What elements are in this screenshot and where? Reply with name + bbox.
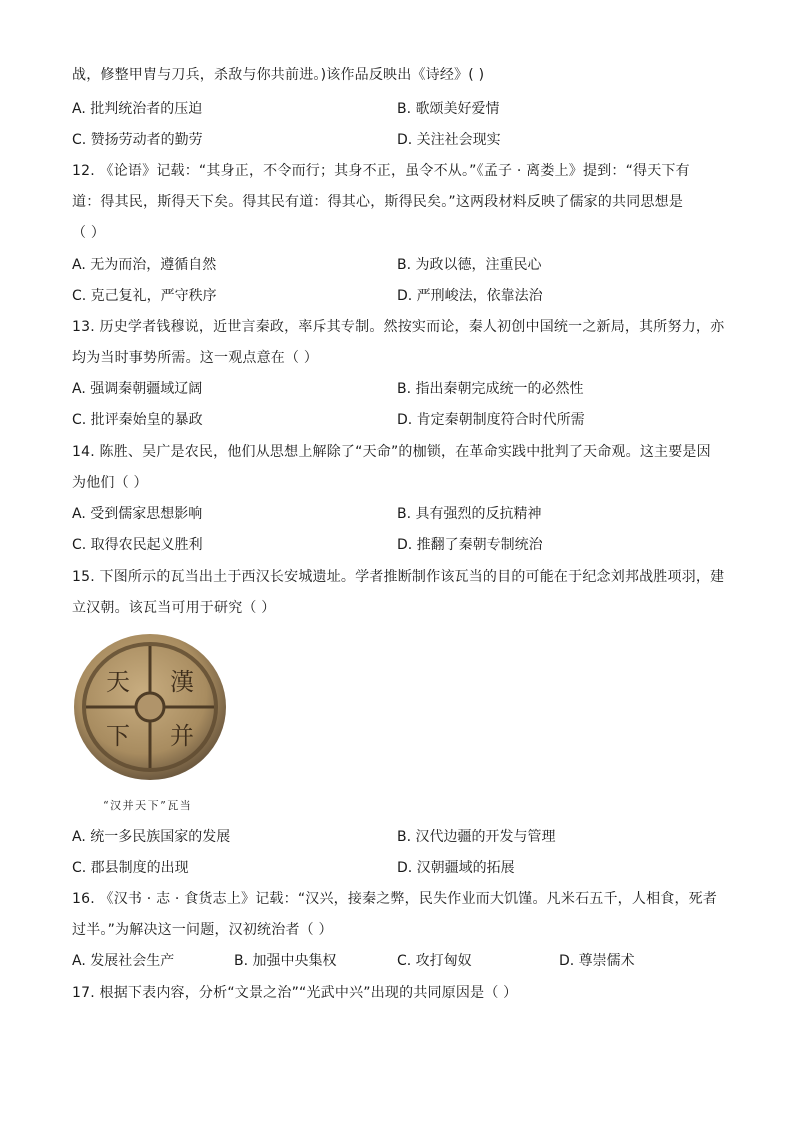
q13-option-a: A. 强调秦朝疆域辽阔	[72, 381, 203, 397]
q13-option-d: D. 肯定秦朝制度符合时代所需	[397, 412, 585, 428]
q16-stem-line-2: 过半。”为解决这一问题，汉初统治者（ ）	[72, 922, 333, 938]
q12-stem-line-3: （ ）	[72, 225, 106, 241]
tile-center-boss	[136, 693, 164, 721]
q15-option-d: D. 汉朝疆域的拓展	[397, 860, 515, 876]
q16-option-c: C. 攻打匈奴	[397, 953, 472, 969]
q15-option-c: C. 郡县制度的出现	[72, 860, 189, 876]
q13-option-b: B. 指出秦朝完成统一的必然性	[397, 381, 584, 397]
q15-option-b: B. 汉代边疆的开发与管理	[397, 829, 556, 845]
q13-stem-line-2: 均为当时事势所需。这一观点意在（ ）	[72, 350, 319, 366]
q12-option-a: A. 无为而治，遵循自然	[72, 257, 217, 273]
tile-char-1: 漢	[170, 668, 194, 696]
q14-option-b: B. 具有强烈的反抗精神	[397, 506, 542, 522]
q12-stem-line-2: 道：得其民，斯得天下矣。得其民有道：得其心，斯得民矣。”这两段材料反映了儒家的共同思想是	[72, 194, 684, 210]
q12-option-b: B. 为政以德，注重民心	[397, 257, 542, 273]
q12-option-d: D. 严刑峻法，依靠法治	[397, 288, 543, 304]
tile-char-2: 并	[170, 722, 194, 750]
q13-option-c: C. 批评秦始皇的暴政	[72, 412, 203, 428]
q12-stem-line-1: 12. 《论语》记载：“其身正，不令而行；其身不正，虽令不从。”《孟子 · 离娄上》提到：“得天下有	[72, 163, 690, 179]
image-caption: “汉并天下”瓦当	[103, 799, 193, 812]
q14-option-a: A. 受到儒家思想影响	[72, 506, 203, 522]
q14-option-c: C. 取得农民起义胜利	[72, 537, 203, 553]
q15-option-a: A. 统一多民族国家的发展	[72, 829, 231, 845]
q11-option-a: A. 批判统治者的压迫	[72, 101, 203, 117]
tile-char-4: 下	[106, 722, 130, 750]
q16-option-b: B. 加强中央集权	[234, 953, 337, 969]
q11-option-d: D. 关注社会现实	[397, 132, 501, 148]
q15-stem-line-2: 立汉朝。该瓦当可用于研究（ ）	[72, 600, 276, 616]
tile-char-3: 天	[106, 668, 130, 696]
q13-stem-line-1: 13. 历史学者钱穆说，近世言秦政，率斥其专制。然按实而论，秦人初创中国统一之新局，其所努力，亦	[72, 319, 725, 335]
q12-option-c: C. 克己复礼，严守秩序	[72, 288, 217, 304]
q17-stem: 17. 根据下表内容，分析“文景之治”“光武中兴”出现的共同原因是（ ）	[72, 985, 518, 1001]
q11-option-c: C. 赞扬劳动者的勤劳	[72, 132, 203, 148]
q14-stem-line-2: 为他们（ ）	[72, 475, 148, 491]
han-tile-image	[72, 632, 228, 782]
q11-option-b: B. 歌颂美好爱情	[397, 101, 500, 117]
q14-stem-line-1: 14. 陈胜、吴广是农民，他们从思想上解除了“天命”的枷锁，在革命实践中批判了天命观。这主要是因	[72, 444, 711, 460]
q15-stem-line-1: 15. 下图所示的瓦当出土于西汉长安城遗址。学者推断制作该瓦当的目的可能在于纪念刘邦战胜项羽，建	[72, 569, 725, 585]
q16-option-d: D. 尊崇儒术	[559, 953, 635, 969]
q16-stem-line-1: 16. 《汉书 · 志 · 食货志上》记载：“汉兴，接秦之弊，民失作业而大饥馑。凡米石五千，人相食，死者	[72, 891, 718, 907]
q14-option-d: D. 推翻了秦朝专制统治	[397, 537, 543, 553]
q16-option-a: A. 发展社会生产	[72, 953, 175, 969]
q11-stem-tail: 战，修整甲胄与刀兵，杀敌与你共前进。)该作品反映出《诗经》( )	[72, 67, 485, 83]
